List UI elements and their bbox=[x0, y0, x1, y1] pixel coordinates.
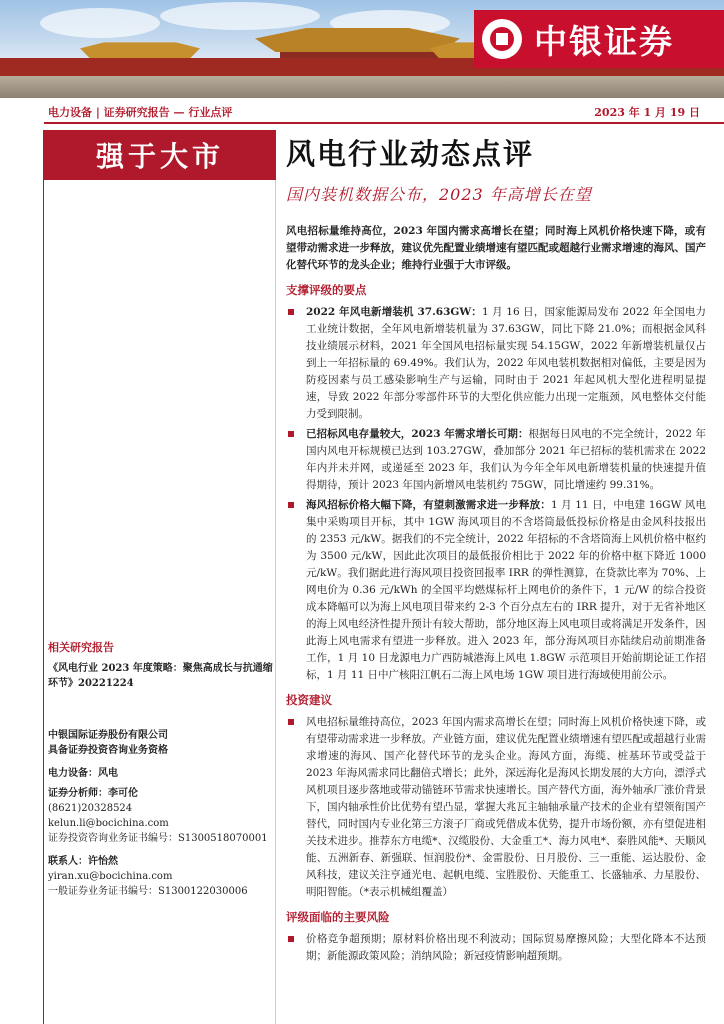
invest-item bbox=[286, 714, 706, 901]
support-item-text: 1 月 16 日，国家能源局发布 2022 年全国电力工业统计数据，全年风电新增装机量为 37.63GW，同比下降 21.0%；而根据金风科技业绩展示材料，2021 年全国风电招标量实现 54.15GW，2022 年新增装机量仅占到上一年招标量的 69.49%。我们认为，2022 年风电装机数据相对偏低，主要是因为防疫因素与员工感染影响生产与运输，同时由于 2021 年起风机大型化进程明显提速，导致 2022 年部分零部件环节的大型化供应能力出现一定瓶颈，风电整体交付能力受到限制。 bbox=[306, 306, 706, 420]
support-item-text: 1 月 11 日，中电建 16GW 风电集中采购项目开标，其中 1GW 海风项目的不含塔筒最低投标价格是由金风科技报出的 2353 元/kW。据我们的不完全统计，2022 年招标的不含塔筒海上风机价格中枢约为 3500 元/kW，因此此次项目的最低报价相比于 2022 年的价格中枢下降近 1000 元/kW。我们据此进行海风项目投资回报率 IRR 的弹性测算，在贷款比率为 70%、上网电价为 0.36 元/kWh 的全国平均燃煤标杆上网电价的条件下，1 元/W 的综合投资成本降幅可以为海上风电项目带来约 2-3 个百分点左右的 IRR 提升，对于无省补地区的海上风电经济性提升预计有较大帮助，部分地区海上风电项目或将满足开发条件，因此海上风电需求有望进一步释放。进入 2023 年，部分海风项目亦陆续启动前期准备工作，1 月 10 日龙源电力广西防城港海上风电 1.8GW 示范项目开始前期论证工作招标，1 月 11 日中广核阳江帆石二海上风电场 1GW 项目进行海域使用前公示。 bbox=[306, 499, 706, 681]
sector-label: 电力设备：风电 bbox=[48, 768, 118, 779]
analyst-cert: 证券投资咨询业务证书编号：S1300518070001 bbox=[48, 833, 268, 844]
risk-item-text: 价格竞争超预期；原材料价格出现不利波动；国际贸易摩擦风险；大型化降本不达预期；新能源政策风险；消纳风险；新冠疫情影响超预期。 bbox=[306, 933, 706, 962]
support-item bbox=[286, 497, 706, 684]
report-category: 电力设备 | 证券研究报告 — 行业点评 bbox=[48, 106, 233, 119]
related-reports-title: 相关研究报告 bbox=[48, 641, 114, 654]
support-item bbox=[286, 426, 706, 494]
bullet-square-icon bbox=[288, 719, 294, 725]
analyst-phone: (8621)20328524 bbox=[48, 803, 133, 814]
related-report-link[interactable]: 《风电行业 2023 年度策略：聚焦高成长与抗通缩环节》20221224 bbox=[48, 662, 273, 689]
bullet-square-icon bbox=[288, 502, 294, 508]
company-info bbox=[48, 728, 274, 781]
support-item-lead: 海风招标价格大幅下降，有望刺激需求进一步释放： bbox=[306, 499, 551, 511]
summary-paragraph: 风电招标量维持高位，2023 年国内需求高增长在望；同时海上风机价格快速下降，或有望带动需求进一步释放，建议优先配置业绩增速有望匹配或超越行业需求增速的海风、国产化替代环节的龙头企业；维持行业强于大市评级。 bbox=[286, 225, 706, 271]
invest-list bbox=[286, 714, 706, 901]
sidebar bbox=[44, 130, 276, 1024]
bullet-square-icon bbox=[288, 936, 294, 942]
bullet-square-icon bbox=[288, 309, 294, 315]
company-qualification: 具备证券投资咨询业务资格 bbox=[48, 745, 168, 756]
risk-list bbox=[286, 931, 706, 965]
contact-info bbox=[48, 854, 274, 899]
company-name: 中银国际证券股份有限公司 bbox=[48, 730, 168, 741]
risk-heading: 评级面临的主要风险 bbox=[286, 910, 390, 924]
invest-heading: 投资建议 bbox=[286, 693, 332, 707]
bullet-square-icon bbox=[288, 431, 294, 437]
contact-name: 联系人：许怡然 bbox=[48, 856, 118, 867]
contact-cert: 一般证券业务证书编号：S1300122030006 bbox=[48, 886, 248, 897]
page-title: 风电行业动态点评 bbox=[286, 137, 535, 171]
brand-logo bbox=[474, 10, 724, 68]
rating-badge: 强于大市 bbox=[44, 130, 276, 180]
related-reports bbox=[48, 640, 274, 691]
support-heading: 支撑评级的要点 bbox=[286, 283, 367, 297]
support-item-text: 根据每日风电的不完全统计，2022 年国内风电开标规模已达到 103.27GW，叠加部分 2021 年已招标的装机需求在 2022 年内并未并网，或递延至 2023 年，我们认为今年全年风电新增装机量的快速提升值得期待，预计 2023 年国内新增风电装机约 75GW，同比增速约 99.31%。 bbox=[306, 428, 706, 491]
invest-item-text: 风电招标量维持高位，2023 年国内需求高增长在望；同时海上风机价格快速下降，或有望带动需求进一步释放。产业链方面，建议优先配置业绩增速有望匹配或超越行业需求增速的海风、国产化替代环节的龙头企业。海风方面，海缆、桩基环节或受益于 2023 年海风需求同比翻倍式增长；此外，深远海化是海风长期发展的大方向，漂浮式风机项目逐步落地或带动锚链环节需求快速增长。国产替代方面，海外轴承厂涨价背景下，国内轴承性价比优势有望凸显，掌握大兆瓦主轴轴承量产技术的企业有望领衔国产替代，同时国内专业化第三方滚子厂商或凭借成本优势，提升市场份额，亦有望促进相关技术进步。推荐东方电缆*、汉缆股份、大金重工*、海力风电*、泰胜风能*、天顺风能、五洲新春、新强联、恒润股份*、金雷股份、日月股份、三一重能、运达股份、金风科技，建议关注亨通光电、起帆电缆、宝胜股份、天能重工、长盛轴承、力星股份、明阳智能。（*表示机械组覆盖） bbox=[306, 716, 706, 898]
support-item bbox=[286, 304, 706, 423]
analyst-email[interactable]: kelun.li@bocichina.com bbox=[48, 818, 169, 829]
analyst-info bbox=[48, 786, 274, 846]
page-subtitle: 国内装机数据公布，2023 年高增长在望 bbox=[286, 185, 592, 204]
risk-item bbox=[286, 931, 706, 965]
report-date: 2023 年 1 月 19 日 bbox=[594, 106, 700, 119]
main-content bbox=[286, 130, 706, 968]
bank-of-china-icon bbox=[482, 19, 522, 59]
left-margin-rule bbox=[0, 0, 44, 1024]
support-list bbox=[286, 304, 706, 684]
support-item-lead: 2022 年风电新增装机 37.63GW： bbox=[306, 306, 482, 318]
header-banner bbox=[0, 0, 724, 98]
analyst-name: 证券分析师：李可伦 bbox=[48, 788, 138, 799]
contact-email[interactable]: yiran.xu@bocichina.com bbox=[48, 871, 173, 882]
support-item-lead: 已招标风电存量较大，2023 年需求增长可期： bbox=[306, 428, 529, 440]
brand-name: 中银证券 bbox=[534, 21, 674, 61]
report-info-bar bbox=[44, 102, 724, 124]
